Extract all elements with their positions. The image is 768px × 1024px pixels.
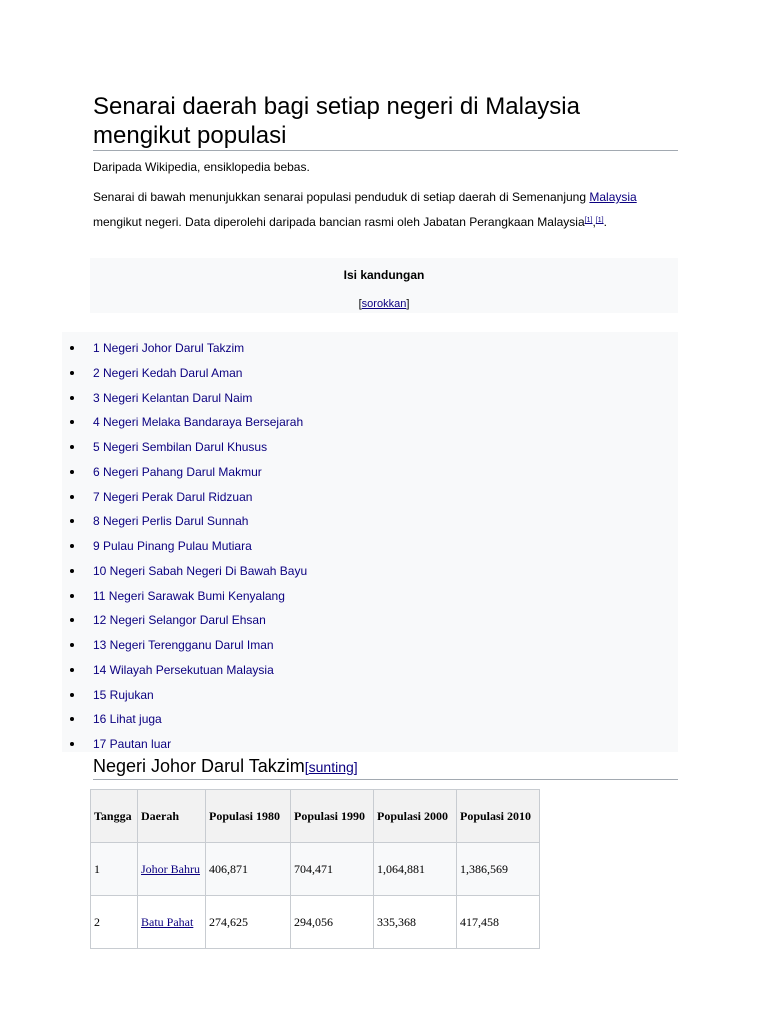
toc-link[interactable]: 10 Negeri Sabah Negeri Di Bawah Bayu: [93, 563, 308, 578]
district-cell: [138, 896, 206, 949]
bullet-icon: [70, 594, 74, 598]
rank-cell: 2: [91, 896, 138, 949]
reference-link-2[interactable]: [1]: [595, 217, 604, 224]
toc-item: [62, 586, 307, 611]
toc-item: [62, 511, 307, 536]
toc-item: [62, 660, 307, 685]
edit-section-control: [305, 759, 358, 775]
page-title: Senarai daerah bagi setiap negeri di Malaysia mengikut populasi: [93, 93, 580, 149]
population-cell: 704,471: [291, 843, 374, 896]
toc-link[interactable]: 7 Negeri Perak Darul Ridzuan: [93, 489, 253, 504]
toc-hide-control: [90, 298, 678, 310]
bullet-icon: [70, 470, 74, 474]
toc-link[interactable]: 14 Wilayah Persekutuan Malaysia: [93, 662, 274, 677]
population-cell: 274,625: [206, 896, 291, 949]
bullet-icon: [70, 445, 74, 449]
toc-item: [62, 338, 307, 363]
bullet-icon: [70, 519, 74, 523]
toc-link[interactable]: 11 Negeri Sarawak Bumi Kenyalang: [93, 588, 285, 603]
toc-item: [62, 635, 307, 660]
toc-item: [62, 363, 307, 388]
bullet-icon: [70, 544, 74, 548]
bullet-icon: [70, 693, 74, 697]
column-header: Populasi 1990: [291, 790, 374, 843]
toc-item: [62, 685, 307, 710]
table-header-row: [91, 790, 540, 843]
toc-link[interactable]: 15 Rujukan: [93, 687, 154, 702]
site-tagline: Daripada Wikipedia, ensiklopedia bebas.: [93, 160, 310, 174]
toc-hide-link[interactable]: sorokkan: [361, 298, 407, 310]
rank-cell: 1: [91, 843, 138, 896]
population-cell: 406,871: [206, 843, 291, 896]
toc-item: [62, 462, 307, 487]
column-header: Populasi 2010: [457, 790, 540, 843]
toc-item: [62, 561, 307, 586]
edit-section-link[interactable]: sunting: [308, 759, 354, 775]
intro-text: Senarai di bawah menunjukkan senarai populasi penduduk di setiap daerah di Semenanjung: [93, 190, 590, 204]
toc-item: [62, 388, 307, 413]
bullet-icon: [70, 420, 74, 424]
intro-end: .: [603, 215, 607, 229]
bullet-icon: [70, 396, 74, 400]
column-header: Populasi 2000: [374, 790, 457, 843]
table-row: [91, 843, 540, 896]
bracket-close: ]: [353, 759, 358, 775]
bullet-icon: [70, 668, 74, 672]
reference-separator: ,: [592, 215, 596, 229]
toc-link[interactable]: 1 Negeri Johor Darul Takzim: [93, 341, 245, 355]
toc-link[interactable]: 9 Pulau Pinang Pulau Mutiara: [93, 539, 252, 553]
toc-link[interactable]: 16 Lihat juga: [93, 712, 162, 727]
bracket-open: [: [358, 298, 362, 310]
toc-link[interactable]: 3 Negeri Kelantan Darul Naim: [93, 390, 253, 405]
district-cell: [138, 843, 206, 896]
toc-header: [90, 258, 678, 313]
bracket-close: ]: [406, 298, 410, 310]
column-header: Daerah: [138, 790, 206, 843]
bullet-icon: [70, 618, 74, 622]
population-cell: 335,368: [374, 896, 457, 949]
toc-item: [62, 610, 307, 635]
toc-item: [62, 412, 307, 437]
intro-paragraph: [93, 185, 678, 234]
section-title: Negeri Johor Darul Takzim: [93, 756, 305, 776]
toc-item: [62, 536, 307, 561]
bullet-icon: [70, 742, 74, 746]
table-of-contents: [62, 332, 678, 752]
bullet-icon: [70, 569, 74, 573]
toc-item: [62, 437, 307, 462]
toc-link[interactable]: 6 Negeri Pahang Darul Makmur: [93, 464, 262, 479]
bullet-icon: [70, 371, 74, 375]
column-header: Populasi 1980: [206, 790, 291, 843]
reference-link-1[interactable]: [1]: [584, 217, 593, 224]
toc-link[interactable]: 8 Negeri Perlis Darul Sunnah: [93, 514, 249, 529]
toc-link[interactable]: 12 Negeri Selangor Darul Ehsan: [93, 613, 266, 628]
title-divider: [93, 150, 678, 151]
population-cell: 1,386,569: [457, 843, 540, 896]
population-cell: 417,458: [457, 896, 540, 949]
population-cell: 294,056: [291, 896, 374, 949]
bullet-icon: [70, 643, 74, 647]
bullet-icon: [70, 717, 74, 721]
toc-list: [62, 338, 307, 759]
column-header: Tangga: [91, 790, 138, 843]
toc-item: [62, 487, 307, 512]
toc-title: Isi kandungan: [343, 268, 425, 282]
toc-link[interactable]: 5 Negeri Sembilan Darul Khusus: [93, 440, 268, 454]
bullet-icon: [70, 346, 74, 350]
table-row: [91, 896, 540, 949]
bracket-open: [: [304, 759, 309, 775]
malaysia-link[interactable]: Malaysia: [589, 190, 637, 204]
toc-link[interactable]: 4 Negeri Melaka Bandaraya Bersejarah: [93, 415, 304, 430]
district-link[interactable]: Batu Pahat: [141, 914, 194, 929]
bullet-icon: [70, 495, 74, 499]
toc-item: [62, 709, 307, 734]
section-heading: [93, 754, 678, 780]
toc-link[interactable]: 2 Negeri Kedah Darul Aman: [93, 365, 243, 380]
district-link[interactable]: Johor Bahru: [141, 861, 200, 876]
toc-link[interactable]: 13 Negeri Terengganu Darul Iman: [93, 638, 274, 652]
population-cell: 1,064,881: [374, 843, 457, 896]
population-table: [90, 789, 540, 949]
toc-link[interactable]: 17 Pautan luar: [93, 737, 172, 751]
intro-text-cont: mengikut negeri. Data diperolehi daripada bancian rasmi oleh Jabatan Perangkaan Malaysia: [93, 215, 585, 229]
